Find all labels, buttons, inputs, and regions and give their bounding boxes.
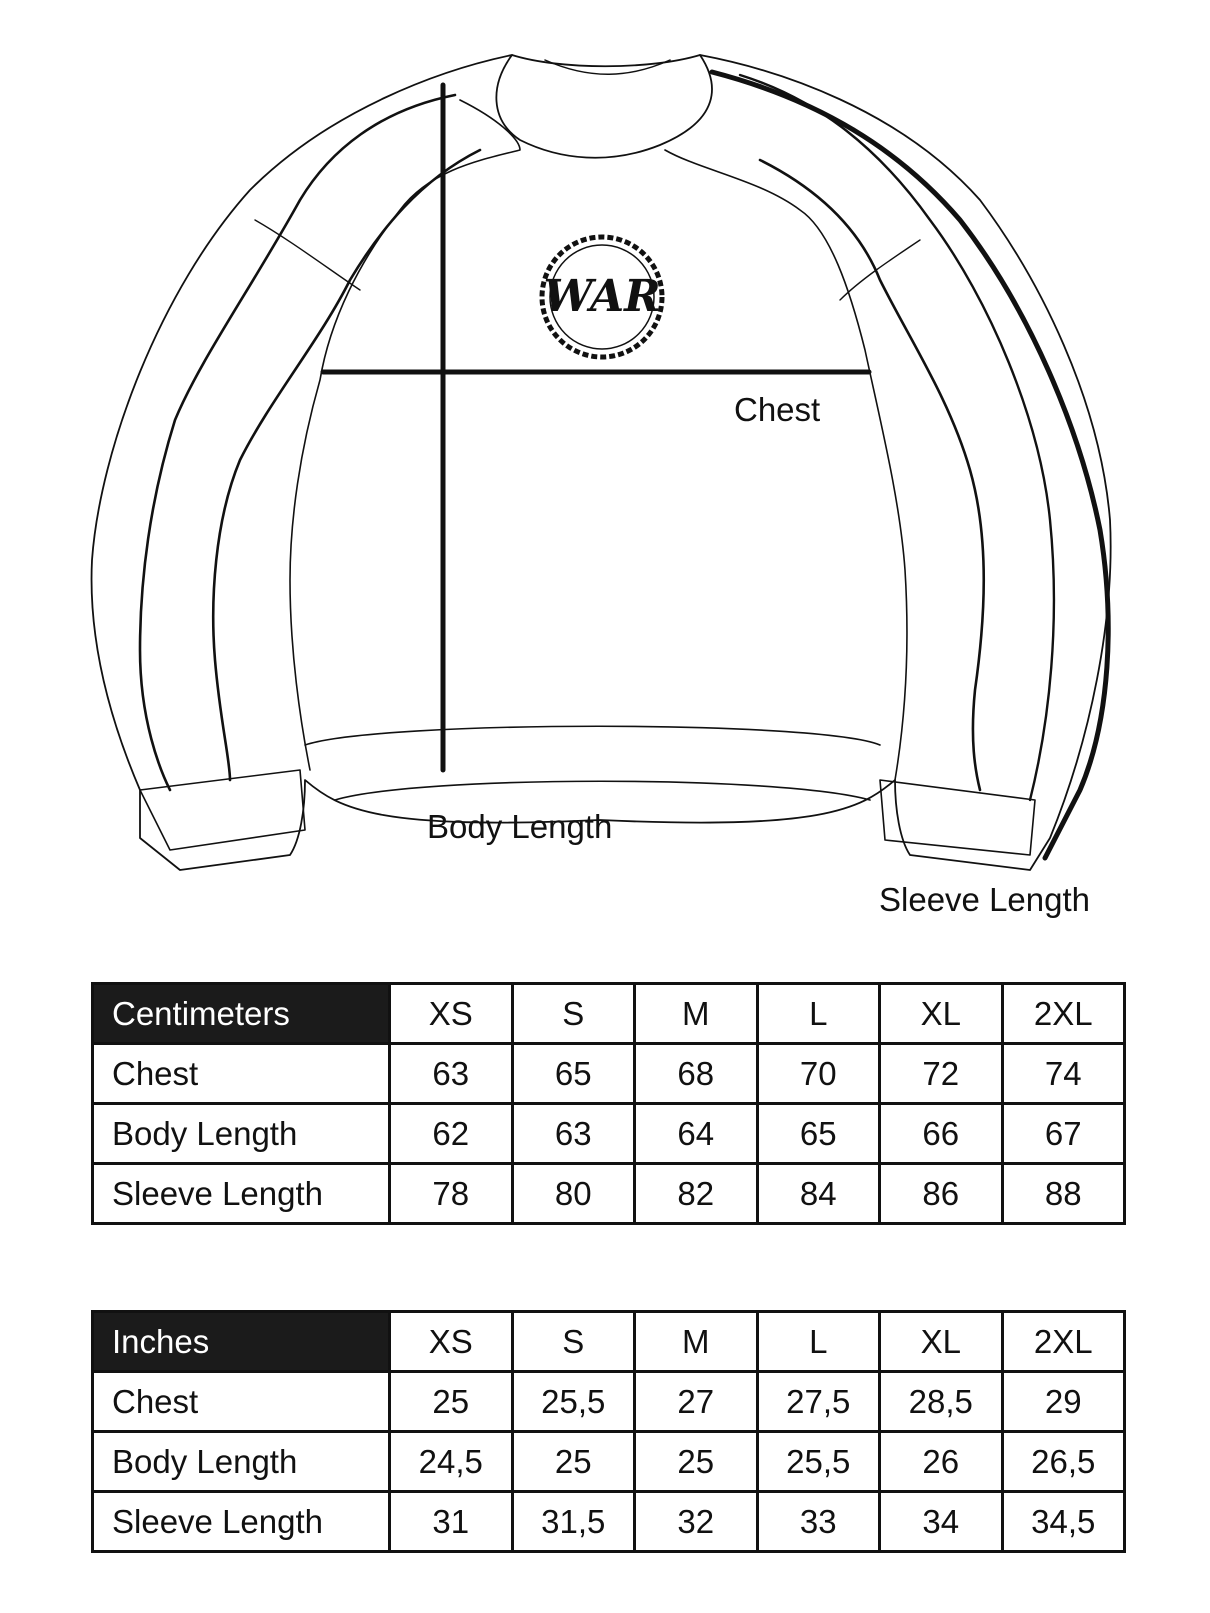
table-cell: 66 (880, 1104, 1003, 1164)
right-sleeve-stripe-outer (740, 75, 1054, 800)
right-cuff (880, 780, 1035, 855)
svg-text:WAR: WAR (543, 271, 661, 322)
sleeve-length-measure-line (712, 72, 1108, 858)
sweatshirt-outline (92, 55, 1111, 870)
size-header: XL (880, 1312, 1003, 1372)
left-raglan-seam (290, 100, 520, 770)
size-table-centimeters (91, 982, 1126, 1225)
table-cell: 65 (512, 1044, 635, 1104)
size-table-inches (91, 1310, 1126, 1553)
size-header: L (757, 1312, 880, 1372)
row-label: Chest (93, 1044, 390, 1104)
size-header: XL (880, 984, 1003, 1044)
table-row (93, 1432, 1125, 1492)
unit-header: Inches (93, 1312, 390, 1372)
row-label: Body Length (93, 1104, 390, 1164)
table-cell: 63 (390, 1044, 513, 1104)
table-cell: 62 (390, 1104, 513, 1164)
right-sleeve-stripe-inner (760, 160, 984, 790)
table-cell: 82 (635, 1164, 758, 1224)
table-cell: 31 (390, 1492, 513, 1552)
table-cell: 25 (512, 1432, 635, 1492)
table-cell: 70 (757, 1044, 880, 1104)
table-cell: 63 (512, 1104, 635, 1164)
size-header: XS (390, 984, 513, 1044)
table-cell: 74 (1002, 1044, 1125, 1104)
table-cell: 88 (1002, 1164, 1125, 1224)
table-cell: 68 (635, 1044, 758, 1104)
row-label: Body Length (93, 1432, 390, 1492)
row-label: Sleeve Length (93, 1164, 390, 1224)
table-cell: 65 (757, 1104, 880, 1164)
table-cell: 25,5 (512, 1372, 635, 1432)
table-cell: 27 (635, 1372, 758, 1432)
row-label: Sleeve Length (93, 1492, 390, 1552)
table-row (93, 1104, 1125, 1164)
size-header: 2XL (1002, 1312, 1125, 1372)
body-length-label: Body Length (427, 808, 613, 845)
size-header: L (757, 984, 880, 1044)
sleeve-length-label: Sleeve Length (879, 881, 1091, 918)
right-shoulder-seam (840, 240, 920, 300)
table-cell: 78 (390, 1164, 513, 1224)
table-header-row (93, 1312, 1125, 1372)
row-label: Chest (93, 1372, 390, 1432)
collar-outer (496, 55, 712, 158)
size-header: 2XL (1002, 984, 1125, 1044)
table-cell: 24,5 (390, 1432, 513, 1492)
table-cell: 72 (880, 1044, 1003, 1104)
table-row (93, 1492, 1125, 1552)
table-cell: 28,5 (880, 1372, 1003, 1432)
table-row (93, 1044, 1125, 1104)
chest-label: Chest (734, 391, 821, 428)
table-cell: 80 (512, 1164, 635, 1224)
size-header: M (635, 1312, 758, 1372)
table-cell: 25 (390, 1372, 513, 1432)
table-cell: 27,5 (757, 1372, 880, 1432)
hem-band-bottom (335, 781, 870, 800)
table-cell: 26,5 (1002, 1432, 1125, 1492)
table-cell: 84 (757, 1164, 880, 1224)
size-header: S (512, 984, 635, 1044)
left-cuff (140, 770, 305, 850)
table-row (93, 1164, 1125, 1224)
table-row (93, 1372, 1125, 1432)
table-cell: 29 (1002, 1372, 1125, 1432)
table-cell: 34,5 (1002, 1492, 1125, 1552)
table-cell: 64 (635, 1104, 758, 1164)
left-sleeve-stripe-inner (213, 150, 480, 780)
right-raglan-seam (665, 150, 907, 780)
table-cell: 32 (635, 1492, 758, 1552)
left-shoulder-seam (255, 220, 360, 290)
table-cell: 31,5 (512, 1492, 635, 1552)
table-cell: 26 (880, 1432, 1003, 1492)
table-header-row (93, 984, 1125, 1044)
hem-band-top (305, 726, 880, 745)
left-sleeve-stripe-outer (140, 95, 455, 790)
logo-emblem (542, 237, 662, 357)
table-cell: 25 (635, 1432, 758, 1492)
table-cell: 33 (757, 1492, 880, 1552)
size-header: XS (390, 1312, 513, 1372)
table-cell: 86 (880, 1164, 1003, 1224)
table-cell: 67 (1002, 1104, 1125, 1164)
unit-header: Centimeters (93, 984, 390, 1044)
size-header: S (512, 1312, 635, 1372)
size-header: M (635, 984, 758, 1044)
table-cell: 25,5 (757, 1432, 880, 1492)
table-cell: 34 (880, 1492, 1003, 1552)
